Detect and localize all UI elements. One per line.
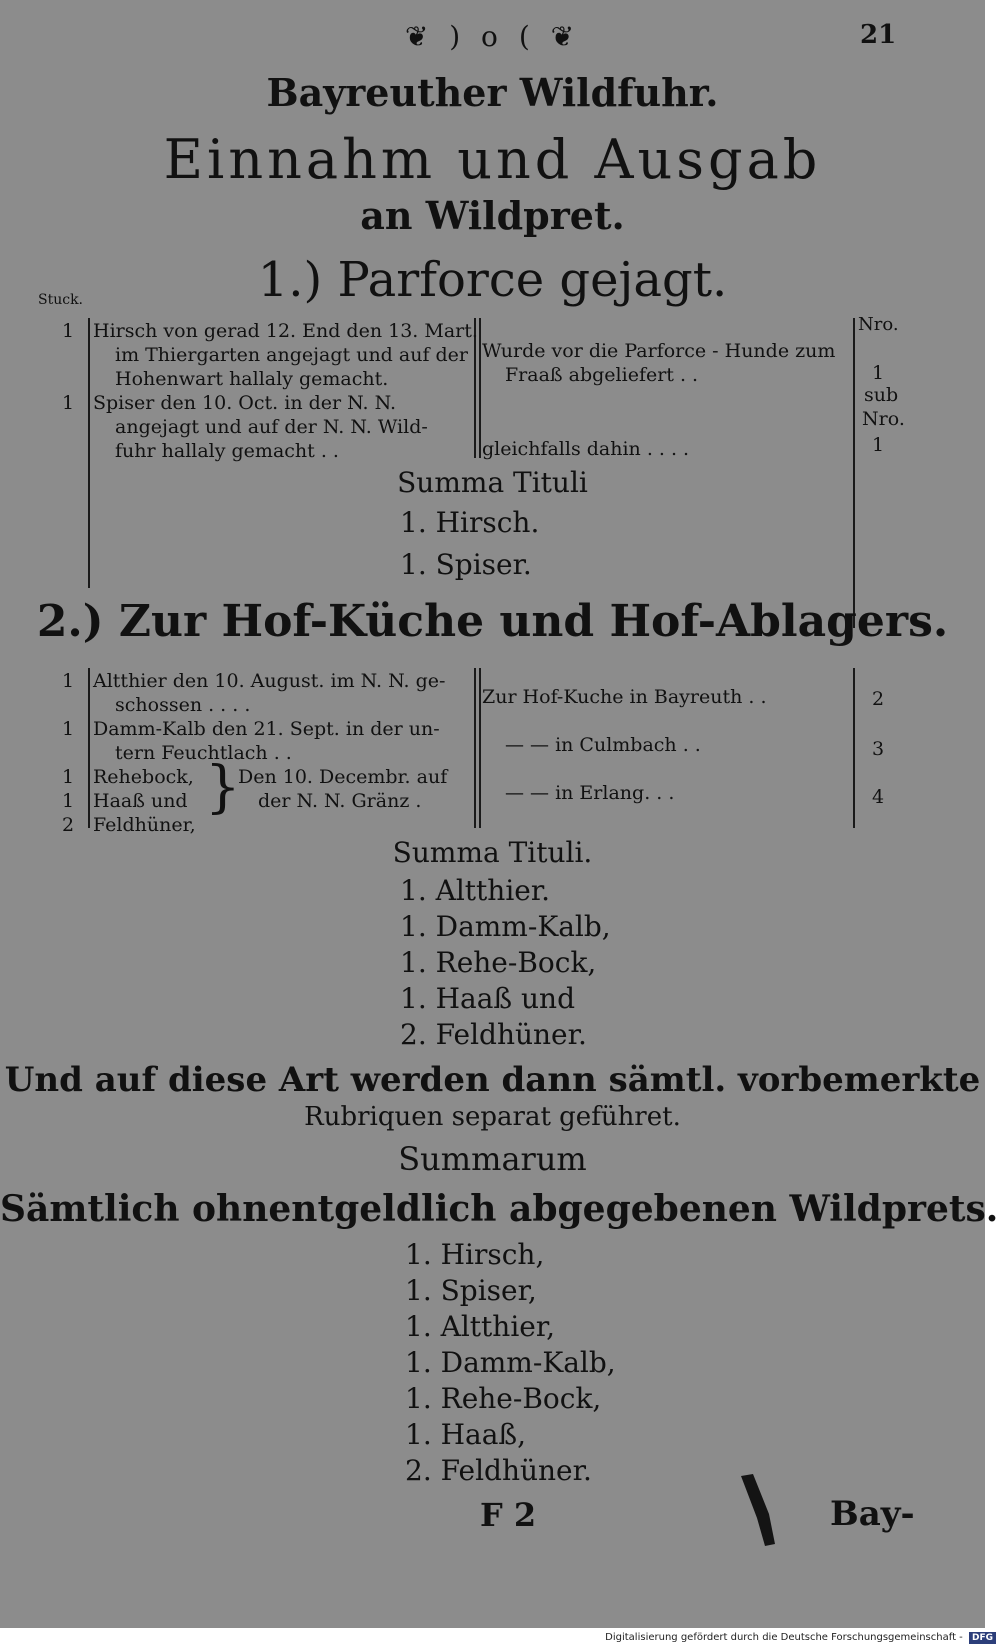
entry-count: 1 [62, 392, 75, 414]
entry-item: Haaß und [93, 790, 188, 812]
entry-text-line: Altthier den 10. August. im N. N. ge- [93, 670, 446, 692]
entry-nro: 1 [872, 434, 885, 456]
running-title: Bayreuther Wildfuhr. [266, 70, 719, 115]
note-line: Rubriquen separat geführet. [304, 1102, 681, 1132]
entry-count: 1 [62, 790, 75, 812]
entry-count: 1 [62, 766, 75, 788]
entry-text-line: Damm-Kalb den 21. Sept. in der un- [93, 718, 440, 740]
entry-text-line: angejagt und auf der N. N. Wild- [115, 416, 428, 438]
entry-use-line: Wurde vor die Parforce - Hunde zum [482, 340, 836, 362]
signature-mark: F 2 [480, 1496, 537, 1534]
nro-label: Nro. [858, 314, 899, 335]
summarum-item: 1. Hirsch, [405, 1238, 545, 1271]
entry-use: Zur Hof-Kuche in Bayreuth . . [482, 686, 767, 708]
section2-heading: 2.) Zur Hof-Küche und Hof-Ablagers. [36, 596, 949, 647]
column-rule [479, 318, 481, 458]
entry-count: 2 [62, 814, 75, 836]
summarum-item: 1. Spiser, [405, 1274, 537, 1307]
header-ornament: ❦ ) o ( ❦ [404, 20, 581, 53]
page-number: 21 [860, 20, 897, 50]
digitization-text: Digitalisierung gefördert durch die Deutsche Forschungsgemeinschaft - [605, 1632, 963, 1643]
summa-item: 1. Rehe-Bock, [400, 946, 597, 979]
section1-heading: 1.) Parforce gejagt. [257, 252, 728, 308]
entry-count: 1 [62, 670, 75, 692]
entry-use: — — in Culmbach . . [505, 734, 701, 756]
entry-use-line: Fraaß abgeliefert . . [505, 364, 699, 386]
summarum-item: 2. Feldhüner. [405, 1454, 592, 1487]
column-rule [88, 668, 90, 828]
summa-label: Summa Tituli. [392, 836, 593, 869]
entry-text-line: im Thiergarten angejagt und auf der [115, 344, 469, 366]
entry-text-line: Den 10. Decembr. auf [238, 766, 448, 788]
entry-nro: 1 [872, 362, 885, 384]
entry-text-line: der N. N. Gränz . [258, 790, 422, 812]
stuck-label: Stuck. [38, 292, 84, 308]
digitization-note [605, 1632, 996, 1644]
summarum-item: 1. Haaß, [405, 1418, 527, 1451]
summa-item: 1. Haaß und [400, 982, 576, 1015]
ink-smudge [735, 1470, 783, 1550]
summa-item: 1. Damm-Kalb, [400, 910, 611, 943]
catchword: Bay- [830, 1494, 915, 1534]
summa-label: Summa Tituli [397, 466, 588, 499]
entry-count: 1 [62, 718, 75, 740]
summarum-heading: Sämtlich ohnentgeldlich abgegebenen Wildprets. [0, 1188, 999, 1230]
summa-item: 2. Feldhüner. [400, 1018, 587, 1051]
entry-nro: Nro. [862, 408, 905, 430]
entry-use: — — in Erlang. . . [505, 782, 675, 804]
entry-item: Rehebock, [93, 766, 194, 788]
entry-item: Feldhüner, [93, 814, 196, 836]
column-rule [474, 668, 476, 828]
summa-item: 1. Spiser. [400, 548, 532, 581]
main-title: Einnahm und Ausgab [163, 128, 822, 191]
dfg-logo: DFG [969, 1632, 996, 1644]
column-rule [479, 668, 481, 828]
entry-nro: sub [864, 384, 899, 406]
summa-item: 1. Hirsch. [400, 506, 540, 539]
entry-text-line: Hirsch von gerad 12. End den 13. Mart. [93, 320, 478, 342]
entry-text-line: Hohenwart hallaly gemacht. [115, 368, 389, 390]
entry-use-line: gleichfalls dahin . . . . [482, 438, 690, 460]
summarum-item: 1. Damm-Kalb, [405, 1346, 616, 1379]
summa-item: 1. Altthier. [400, 874, 551, 907]
entry-text-line: Spiser den 10. Oct. in der N. N. [93, 392, 397, 414]
entry-text-line: schossen . . . . [115, 694, 251, 716]
entry-text-line: tern Feuchtlach . . [115, 742, 292, 764]
column-rule [853, 668, 855, 828]
summarum-label: Summarum [398, 1140, 587, 1178]
grouping-brace: } [205, 755, 241, 820]
note-line: Und auf diese Art werden dann sämtl. vorbemerkte [4, 1060, 981, 1100]
entry-nro: 2 [872, 688, 885, 710]
entry-nro: 4 [872, 786, 885, 808]
summarum-item: 1. Altthier, [405, 1310, 556, 1343]
entry-count: 1 [62, 320, 75, 342]
entry-nro: 3 [872, 738, 885, 760]
main-subtitle: an Wildpret. [360, 193, 625, 238]
entry-text-line: fuhr hallaly gemacht . . [115, 440, 339, 462]
summarum-item: 1. Rehe-Bock, [405, 1382, 602, 1415]
column-rule [88, 318, 90, 588]
